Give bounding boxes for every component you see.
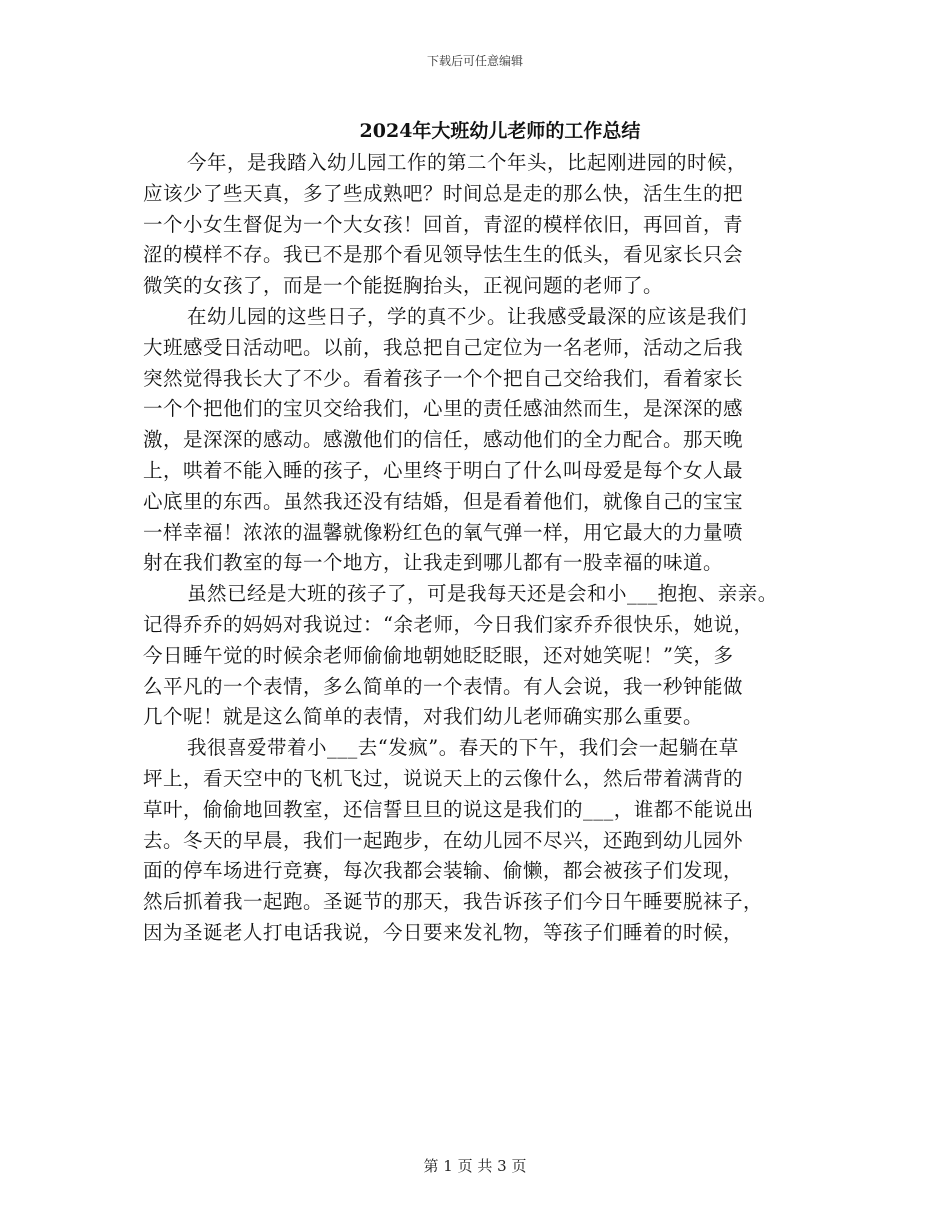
text-line: 射在我们教室的每一个地方，让我走到哪儿都有一股幸福的味道。 bbox=[143, 551, 724, 575]
document-title: 2024年大班幼儿老师的工作总结 bbox=[359, 120, 641, 142]
text-line: 应该少了些天真，多了些成熟吧？时间总是走的那么快，活生生的把 bbox=[143, 181, 744, 205]
text-line: 面的停车场进行竞赛，每次我都会装输、偷懒，都会被孩子们发现， bbox=[143, 859, 744, 883]
text-line: 上，哄着不能入睡的孩子，心里终于明白了什么叫母爱是每个女人最 bbox=[143, 458, 744, 482]
text-line: 我很喜爱带着小___去“发疯”。春天的下午，我们会一起躺在草 bbox=[187, 736, 739, 760]
document-body bbox=[143, 148, 823, 949]
page-header: 下载后可任意编辑 bbox=[426, 54, 523, 68]
text-line: 一个小女生督促为一个大女孩！回首，青涩的模样依旧，再回首，青 bbox=[143, 212, 744, 236]
text-line: 今年，是我踏入幼儿园工作的第二个年头，比起刚进园的时候， bbox=[187, 151, 748, 174]
text-line: 在幼儿园的这些日子，学的真不少。让我感受最深的应该是我们 bbox=[187, 304, 748, 328]
text-line: 草叶，偷偷地回教室，还信誓旦旦的说这是我们的___，谁都不能说出 bbox=[143, 797, 754, 821]
text-line: 涩的模样不存。我已不是那个看见领导怯生生的低头，看见家长只会 bbox=[143, 243, 744, 267]
text-line: 因为圣诞老人打电话我说，今日要来发礼物，等孩子们睡着的时候， bbox=[143, 920, 744, 944]
text-line: 记得乔乔的妈妈对我说过：“余老师，今日我们家乔乔很快乐，她说， bbox=[143, 612, 754, 636]
text-line: 一个个把他们的宝贝交给我们，心里的责任感油然而生，是深深的感 bbox=[143, 397, 744, 421]
text-line: 然后抓着我一起跑。圣诞节的那天，我告诉孩子们今日午睡要脱袜子， bbox=[143, 890, 764, 914]
text-line: 激，是深深的感动。感激他们的信任，感动他们的全力配合。那天晚 bbox=[143, 428, 744, 452]
text-line: 心底里的东西。虽然我还没有结婚，但是看着他们，就像自己的宝宝 bbox=[143, 489, 744, 513]
text-line: 么平凡的一个表情，多么简单的一个表情。有人会说，我一秒钟能做 bbox=[143, 674, 744, 698]
text-line: 突然觉得我长大了不少。看着孩子一个个把自己交给我们，看着家长 bbox=[143, 366, 744, 390]
text-line: 微笑的女孩了，而是一个能挺胸抬头，正视问题的老师了。 bbox=[143, 274, 664, 298]
text-line: 今日睡午觉的时候余老师偷偷地朝她眨眨眼，还对她笑呢！”笑，多 bbox=[143, 643, 734, 667]
text-line: 几个呢！就是这么简单的表情，对我们幼儿老师确实那么重要。 bbox=[143, 705, 704, 729]
text-line: 去。冬天的早晨，我们一起跑步，在幼儿园不尽兴，还跑到幼儿园外 bbox=[143, 828, 744, 852]
text-line: 一样幸福！浓浓的温馨就像粉红色的氧气弹一样，用它最大的力量喷 bbox=[143, 520, 744, 544]
text-line: 虽然已经是大班的孩子了，可是我每天还是会和小___抱抱、亲亲。 bbox=[187, 582, 778, 606]
text-line: 大班感受日活动吧。以前，我总把自己定位为一名老师，活动之后我 bbox=[143, 335, 744, 359]
text-line: 坪上，看天空中的飞机飞过，说说天上的云像什么，然后带着满背的 bbox=[143, 766, 744, 790]
page-footer: 第 1 页 共 3 页 bbox=[423, 1157, 527, 1175]
